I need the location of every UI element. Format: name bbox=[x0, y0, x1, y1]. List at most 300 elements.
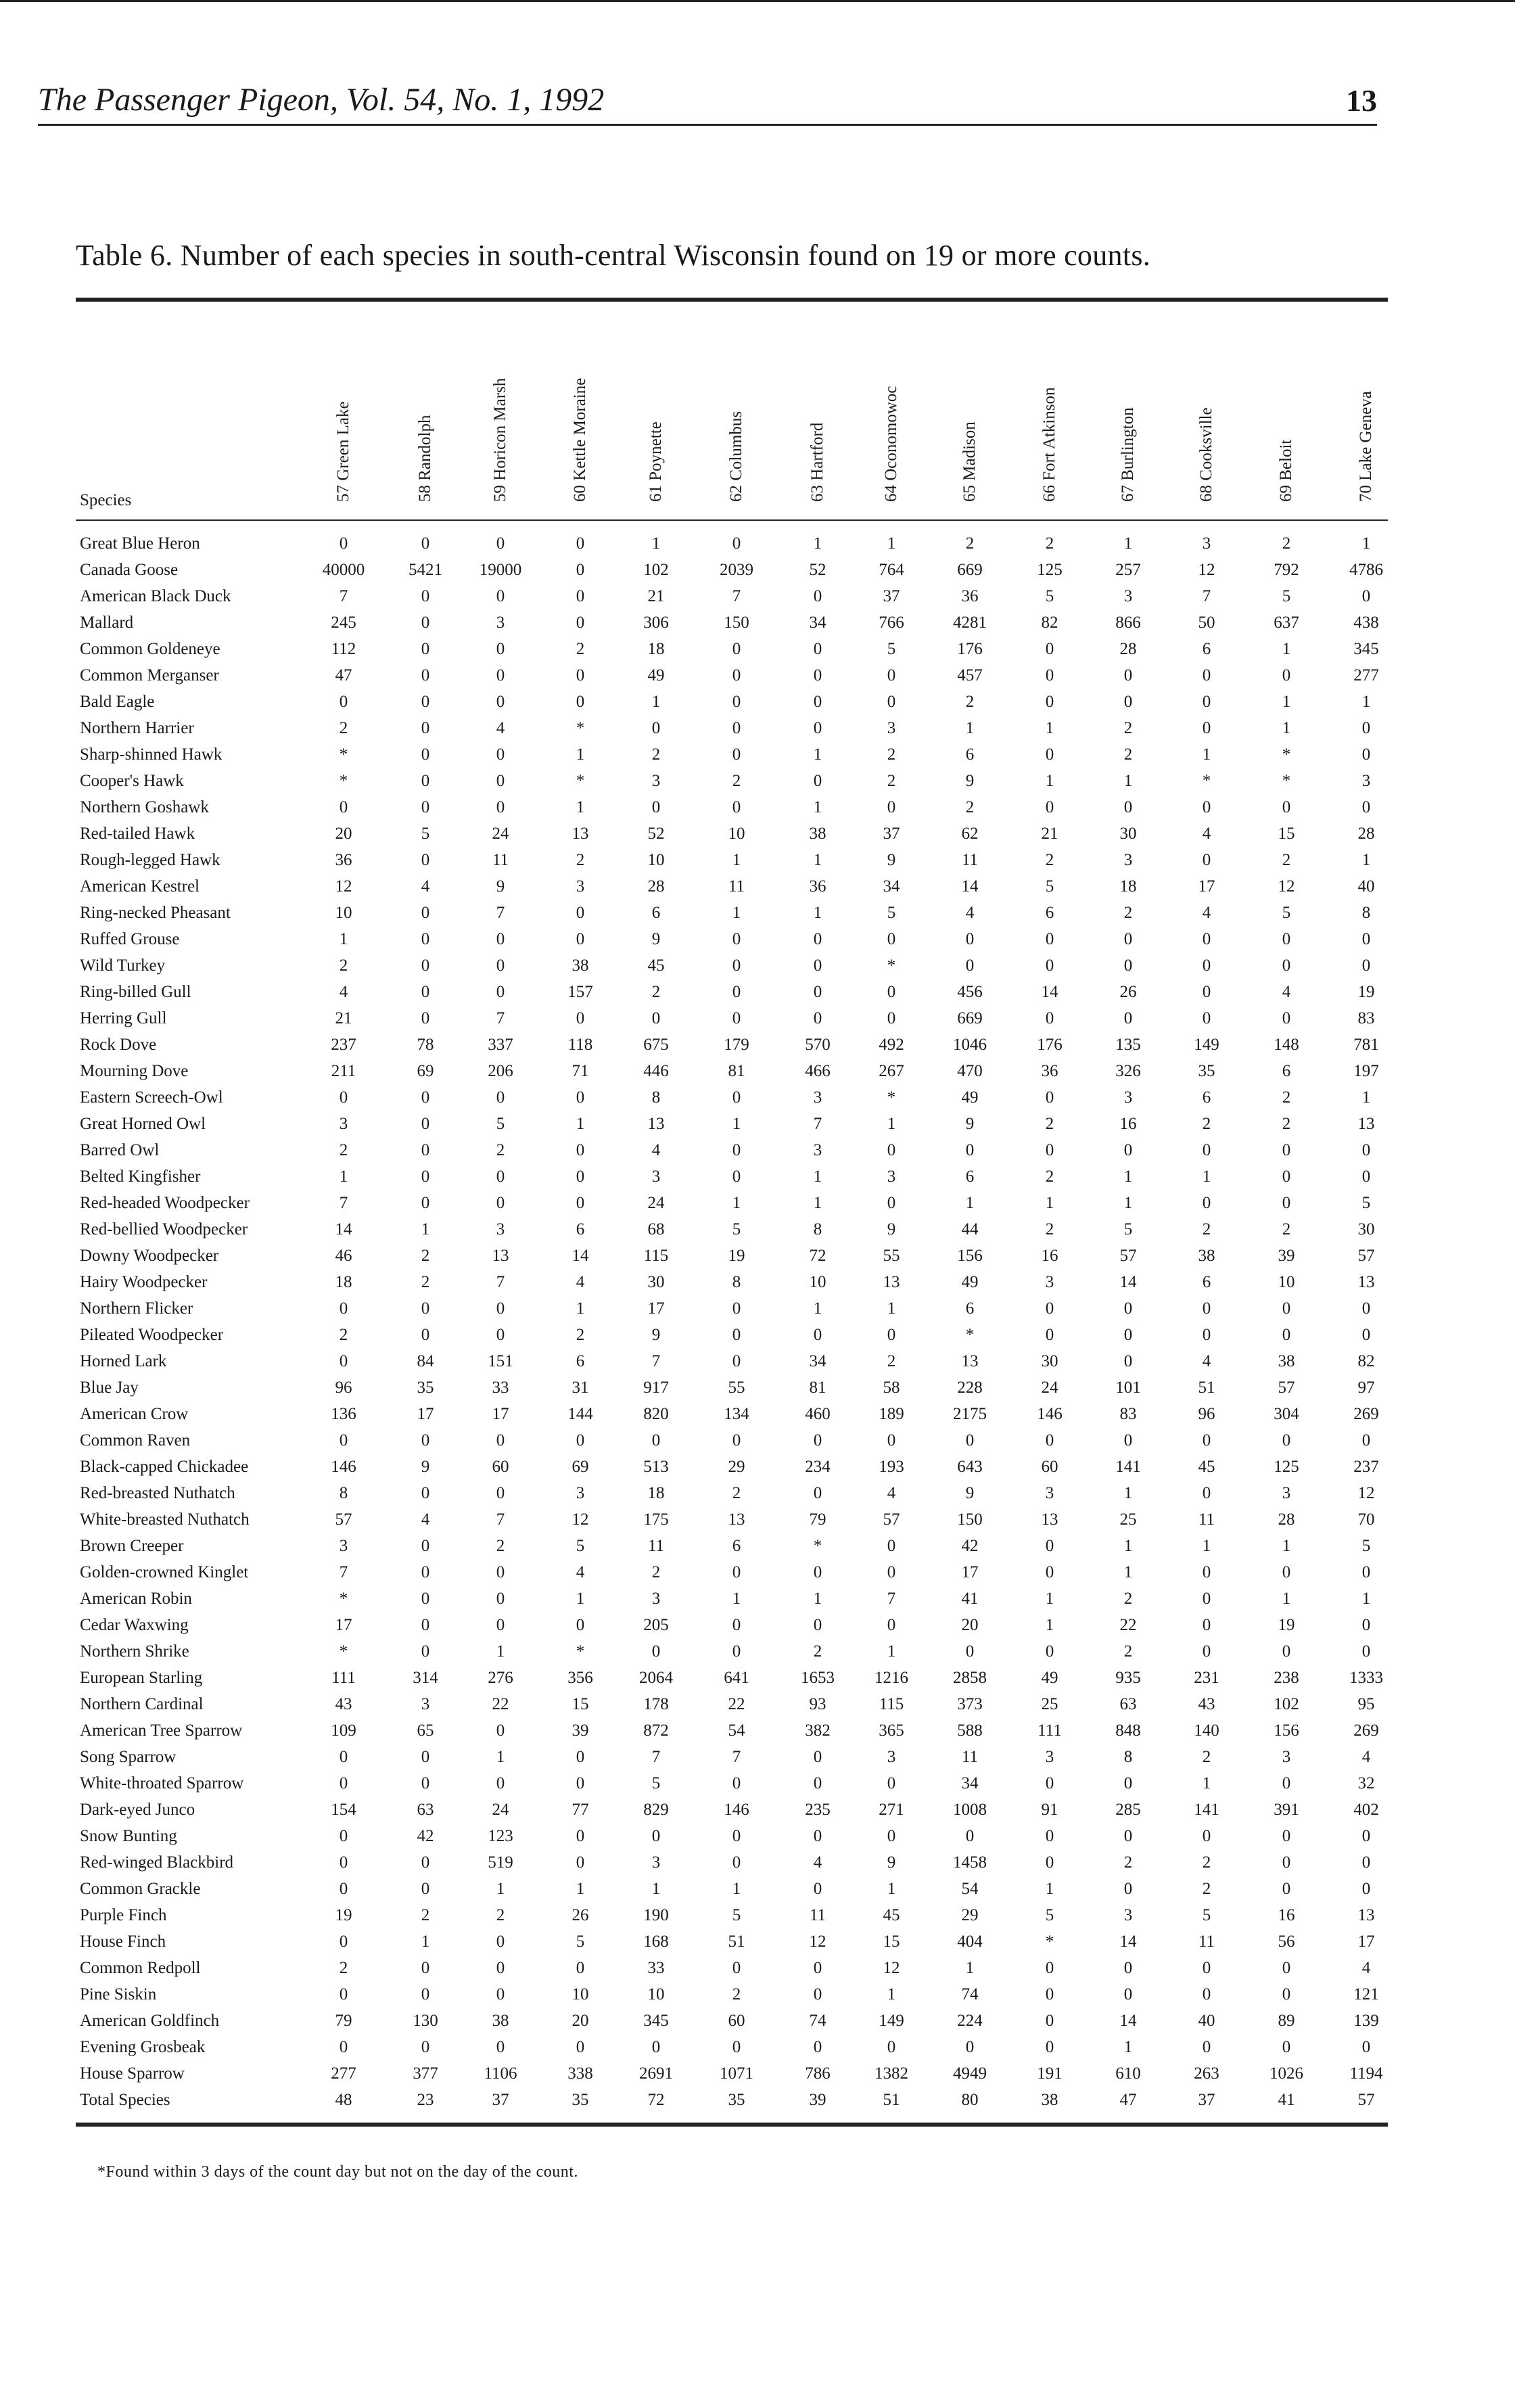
count-cell: 191 bbox=[1037, 2064, 1063, 2083]
count-cell: 39 bbox=[572, 1721, 589, 1740]
count-cell: 0 bbox=[1361, 1431, 1371, 1450]
count-cell: * bbox=[887, 1088, 896, 1107]
count-cell: 37 bbox=[1198, 2091, 1215, 2109]
species-name: Red-headed Woodpecker bbox=[80, 1194, 250, 1212]
count-cell: 2 bbox=[1282, 1088, 1291, 1107]
count-cell: 0 bbox=[576, 1616, 585, 1634]
table-row bbox=[76, 1876, 1388, 1902]
count-cell: 97 bbox=[1357, 1379, 1375, 1397]
count-cell: 0 bbox=[496, 930, 505, 948]
count-cell: 10 bbox=[335, 904, 352, 922]
count-cell: 0 bbox=[813, 1616, 822, 1634]
count-cell: 18 bbox=[647, 640, 665, 658]
count-cell: 2 bbox=[1282, 851, 1291, 869]
count-cell: 60 bbox=[728, 2012, 745, 2030]
count-cell: 54 bbox=[961, 1880, 979, 1898]
count-cell: 13 bbox=[1357, 1273, 1375, 1291]
count-cell: 866 bbox=[1115, 613, 1141, 632]
count-cell: 15 bbox=[883, 1932, 900, 1951]
count-cell: 792 bbox=[1274, 561, 1299, 579]
species-name: Mallard bbox=[80, 613, 134, 632]
count-cell: 0 bbox=[421, 1563, 430, 1581]
count-cell: 1 bbox=[1045, 719, 1054, 737]
count-cell: 0 bbox=[887, 798, 896, 816]
count-cell: 3 bbox=[496, 613, 505, 632]
count-cell: 9 bbox=[965, 1115, 975, 1133]
count-cell: 0 bbox=[576, 1141, 585, 1159]
count-cell: 0 bbox=[1282, 1827, 1291, 1845]
count-cell: 57 bbox=[1357, 2091, 1375, 2109]
count-cell: 5 bbox=[1045, 877, 1054, 896]
count-cell: 72 bbox=[809, 1247, 826, 1265]
count-cell: 0 bbox=[339, 1352, 348, 1370]
count-cell: 0 bbox=[339, 1932, 348, 1951]
count-cell: 93 bbox=[809, 1695, 826, 1713]
species-name: American Goldfinch bbox=[80, 2012, 220, 2030]
species-name: American Black Duck bbox=[80, 587, 231, 605]
count-cell: 49 bbox=[961, 1273, 979, 1291]
count-cell: 0 bbox=[813, 666, 822, 685]
column-header-label: 60 Kettle Moraine bbox=[571, 377, 589, 502]
count-cell: 89 bbox=[1278, 2012, 1295, 2030]
count-cell: 1 bbox=[651, 534, 661, 553]
count-cell: 38 bbox=[492, 2012, 509, 2030]
count-cell: 11 bbox=[961, 1748, 979, 1766]
count-cell: 2 bbox=[1123, 904, 1133, 922]
count-cell: 0 bbox=[496, 1985, 505, 2004]
count-cell: 3 bbox=[1123, 1906, 1133, 1924]
running-head bbox=[38, 81, 1377, 126]
count-cell: 0 bbox=[1361, 719, 1371, 737]
count-cell: 30 bbox=[1041, 1352, 1058, 1370]
count-cell: 5 bbox=[1361, 1194, 1371, 1212]
count-cell: 0 bbox=[813, 772, 822, 790]
table-row bbox=[76, 1823, 1388, 1849]
count-cell: 0 bbox=[887, 1194, 896, 1212]
count-cell: 0 bbox=[496, 1616, 505, 1634]
count-cell: 0 bbox=[1202, 1431, 1211, 1450]
count-cell: 0 bbox=[1202, 1616, 1211, 1634]
count-cell: 588 bbox=[957, 1721, 983, 1740]
species-name: Northern Harrier bbox=[80, 719, 194, 737]
count-cell: 1 bbox=[576, 798, 585, 816]
count-cell: 13 bbox=[647, 1115, 665, 1133]
count-cell: 1216 bbox=[875, 1669, 908, 1687]
column-header-label: 59 Horicon Marsh bbox=[491, 377, 509, 502]
count-cell: 82 bbox=[1041, 613, 1058, 632]
count-cell: 0 bbox=[576, 561, 585, 579]
count-cell: 5 bbox=[732, 1220, 741, 1238]
count-cell: 0 bbox=[732, 1088, 741, 1107]
count-cell: 9 bbox=[887, 1220, 896, 1238]
count-cell: 1 bbox=[813, 1167, 822, 1186]
count-cell: 0 bbox=[1045, 1853, 1054, 1872]
table-row bbox=[76, 768, 1388, 794]
count-cell: 237 bbox=[1353, 1458, 1379, 1476]
count-cell: 4 bbox=[576, 1563, 585, 1581]
count-cell: 0 bbox=[421, 693, 430, 711]
count-cell: 47 bbox=[335, 666, 352, 685]
count-cell: 2 bbox=[965, 798, 975, 816]
count-cell: 2 bbox=[576, 640, 585, 658]
count-cell: 0 bbox=[1045, 1563, 1054, 1581]
count-cell: 79 bbox=[335, 2012, 352, 2030]
count-cell: 54 bbox=[728, 1721, 745, 1740]
count-cell: 14 bbox=[572, 1247, 589, 1265]
page-number: 13 bbox=[1346, 83, 1377, 118]
count-cell: 872 bbox=[643, 1721, 669, 1740]
count-cell: 0 bbox=[421, 1853, 430, 1872]
count-cell: 829 bbox=[643, 1801, 669, 1819]
count-cell: 0 bbox=[576, 613, 585, 632]
count-cell: 125 bbox=[1274, 1458, 1299, 1476]
count-cell: 2 bbox=[496, 1906, 505, 1924]
count-cell: 83 bbox=[1119, 1405, 1137, 1423]
count-cell: 0 bbox=[339, 534, 348, 553]
count-cell: 3 bbox=[887, 1167, 896, 1186]
count-cell: 404 bbox=[957, 1932, 983, 1951]
count-cell: 382 bbox=[805, 1721, 831, 1740]
species-name: Sharp-shinned Hawk bbox=[80, 745, 223, 764]
count-cell: 71 bbox=[572, 1062, 589, 1080]
count-cell: 0 bbox=[887, 1431, 896, 1450]
count-cell: 22 bbox=[728, 1695, 745, 1713]
count-cell: 29 bbox=[728, 1458, 745, 1476]
header-rule bbox=[76, 519, 1388, 521]
count-cell: 146 bbox=[724, 1801, 749, 1819]
count-cell: 9 bbox=[965, 1484, 975, 1502]
count-cell: 13 bbox=[492, 1247, 509, 1265]
count-cell: 157 bbox=[567, 983, 593, 1001]
count-cell: * bbox=[339, 1590, 348, 1608]
count-cell: 144 bbox=[567, 1405, 593, 1423]
count-cell: 1 bbox=[1282, 1537, 1291, 1555]
count-cell: 2 bbox=[965, 534, 975, 553]
count-cell: 848 bbox=[1115, 1721, 1141, 1740]
count-cell: 17 bbox=[1357, 1932, 1375, 1951]
count-cell: 24 bbox=[647, 1194, 665, 1212]
table-row bbox=[76, 820, 1388, 847]
count-cell: 0 bbox=[1282, 1774, 1291, 1792]
count-cell: 0 bbox=[813, 930, 822, 948]
count-cell: 1 bbox=[887, 534, 896, 553]
count-cell: 0 bbox=[1045, 1774, 1054, 1792]
count-cell: 3 bbox=[1123, 587, 1133, 605]
count-cell: 8 bbox=[1123, 1748, 1133, 1766]
count-cell: 28 bbox=[1119, 640, 1137, 658]
table-row bbox=[76, 1190, 1388, 1216]
count-cell: 3 bbox=[651, 772, 661, 790]
count-cell: * bbox=[339, 1642, 348, 1661]
count-cell: 141 bbox=[1194, 1801, 1219, 1819]
count-cell: 2 bbox=[1202, 1220, 1211, 1238]
count-cell: 141 bbox=[1115, 1458, 1141, 1476]
count-cell: 8 bbox=[1361, 904, 1371, 922]
count-cell: 57 bbox=[1119, 1247, 1137, 1265]
table-row bbox=[76, 1691, 1388, 1717]
count-cell: 24 bbox=[1041, 1379, 1058, 1397]
table-row bbox=[76, 689, 1388, 715]
count-cell: 40 bbox=[1198, 2012, 1215, 2030]
count-cell: 14 bbox=[1041, 983, 1058, 1001]
count-cell: 0 bbox=[1282, 1563, 1291, 1581]
count-cell: 14 bbox=[1119, 1273, 1137, 1291]
count-cell: 4 bbox=[421, 1510, 430, 1529]
count-cell: 0 bbox=[576, 930, 585, 948]
count-cell: 6 bbox=[576, 1220, 585, 1238]
count-cell: 0 bbox=[965, 2038, 975, 2056]
count-cell: 11 bbox=[647, 1537, 665, 1555]
count-cell: 0 bbox=[421, 904, 430, 922]
table-row bbox=[76, 530, 1388, 557]
count-cell: 17 bbox=[492, 1405, 509, 1423]
species-name: Hairy Woodpecker bbox=[80, 1273, 208, 1291]
count-cell: 1 bbox=[339, 1167, 348, 1186]
count-cell: 4 bbox=[887, 1484, 896, 1502]
count-cell: 276 bbox=[488, 1669, 513, 1687]
count-cell: 176 bbox=[957, 640, 983, 658]
count-cell: 12 bbox=[1357, 1484, 1375, 1502]
count-cell: 0 bbox=[1045, 1959, 1054, 1977]
count-cell: 21 bbox=[335, 1009, 352, 1027]
count-cell: 2 bbox=[1045, 851, 1054, 869]
count-cell: 1 bbox=[1282, 640, 1291, 658]
count-cell: 0 bbox=[1045, 1827, 1054, 1845]
count-cell: 0 bbox=[732, 719, 741, 737]
count-cell: 148 bbox=[1274, 1036, 1299, 1054]
table-row bbox=[76, 1084, 1388, 1111]
count-cell: 7 bbox=[651, 1352, 661, 1370]
count-cell: 0 bbox=[421, 983, 430, 1001]
count-cell: 1 bbox=[496, 1748, 505, 1766]
count-cell: 58 bbox=[883, 1379, 900, 1397]
count-cell: 3 bbox=[1361, 772, 1371, 790]
count-cell: 0 bbox=[1282, 1853, 1291, 1872]
count-cell: 0 bbox=[496, 1167, 505, 1186]
count-cell: * bbox=[576, 719, 585, 737]
column-header-label: 66 Fort Atkinson bbox=[1040, 387, 1058, 502]
count-cell: 30 bbox=[1357, 1220, 1375, 1238]
count-cell: 0 bbox=[813, 1774, 822, 1792]
count-cell: 1 bbox=[732, 1194, 741, 1212]
count-cell: 57 bbox=[1278, 1379, 1295, 1397]
count-cell: 0 bbox=[887, 1009, 896, 1027]
count-cell: 0 bbox=[887, 666, 896, 685]
count-cell: 0 bbox=[1282, 1326, 1291, 1344]
count-cell: 9 bbox=[421, 1458, 430, 1476]
count-cell: 0 bbox=[496, 2038, 505, 2056]
species-name: Downy Woodpecker bbox=[80, 1247, 219, 1265]
count-cell: 0 bbox=[651, 1431, 661, 1450]
count-cell: 3 bbox=[651, 1167, 661, 1186]
count-cell: 0 bbox=[496, 1299, 505, 1318]
column-header-label: 62 Columbus bbox=[727, 411, 745, 502]
count-cell: 373 bbox=[957, 1695, 983, 1713]
count-cell: 36 bbox=[335, 851, 352, 869]
count-cell: 637 bbox=[1274, 613, 1299, 632]
count-cell: 0 bbox=[421, 1299, 430, 1318]
table-row bbox=[76, 1928, 1388, 1955]
count-cell: 2 bbox=[576, 851, 585, 869]
count-cell: 0 bbox=[1045, 1088, 1054, 1107]
count-cell: 0 bbox=[576, 2038, 585, 2056]
count-cell: 0 bbox=[421, 1880, 430, 1898]
count-cell: 70 bbox=[1357, 1510, 1375, 1529]
species-name: Common Redpoll bbox=[80, 1959, 201, 1977]
count-cell: 1 bbox=[496, 1642, 505, 1661]
count-cell: 68 bbox=[647, 1220, 665, 1238]
count-cell: 1333 bbox=[1349, 1669, 1383, 1687]
species-name: Golden-crowned Kinglet bbox=[80, 1563, 249, 1581]
count-cell: 1382 bbox=[875, 2064, 908, 2083]
count-cell: 5 bbox=[1202, 1906, 1211, 1924]
count-cell: 0 bbox=[1045, 1431, 1054, 1450]
count-cell: 0 bbox=[732, 798, 741, 816]
count-cell: 2 bbox=[496, 1537, 505, 1555]
count-cell: 150 bbox=[724, 613, 749, 632]
count-cell: 2 bbox=[965, 693, 975, 711]
count-cell: 0 bbox=[421, 534, 430, 553]
count-cell: 1 bbox=[813, 851, 822, 869]
count-cell: 43 bbox=[335, 1695, 352, 1713]
species-name: Rough-legged Hawk bbox=[80, 851, 220, 869]
count-cell: 492 bbox=[879, 1036, 904, 1054]
count-cell: 35 bbox=[417, 1379, 434, 1397]
count-cell: 0 bbox=[496, 587, 505, 605]
count-cell: 19 bbox=[1357, 983, 1375, 1001]
count-cell: 2691 bbox=[639, 2064, 673, 2083]
species-name: Great Horned Owl bbox=[80, 1115, 206, 1133]
count-cell: 0 bbox=[732, 956, 741, 975]
count-cell: 17 bbox=[1198, 877, 1215, 896]
count-cell: 0 bbox=[496, 1088, 505, 1107]
count-cell: 1 bbox=[1202, 1167, 1211, 1186]
count-cell: 1 bbox=[1123, 772, 1133, 790]
count-cell: 235 bbox=[805, 1801, 831, 1819]
count-cell: 0 bbox=[496, 1959, 505, 1977]
count-cell: 438 bbox=[1353, 613, 1379, 632]
count-cell: 0 bbox=[496, 1590, 505, 1608]
count-cell: 2 bbox=[421, 1247, 430, 1265]
count-cell: 2 bbox=[887, 1352, 896, 1370]
count-cell: 0 bbox=[732, 1431, 741, 1450]
count-cell: 0 bbox=[732, 1563, 741, 1581]
top-border bbox=[0, 0, 1515, 2]
count-cell: 0 bbox=[339, 2038, 348, 2056]
count-cell: 0 bbox=[813, 1748, 822, 1766]
count-cell: 0 bbox=[887, 2038, 896, 2056]
count-cell: 1 bbox=[813, 1194, 822, 1212]
count-cell: 0 bbox=[965, 956, 975, 975]
species-name: Pine Siskin bbox=[80, 1985, 157, 2004]
count-cell: 22 bbox=[492, 1695, 509, 1713]
count-cell: 669 bbox=[957, 1009, 983, 1027]
count-cell: 14 bbox=[1119, 1932, 1137, 1951]
count-cell: 675 bbox=[643, 1036, 669, 1054]
count-cell: 40 bbox=[1357, 877, 1375, 896]
species-name: White-throated Sparrow bbox=[80, 1774, 244, 1792]
count-cell: 277 bbox=[1353, 666, 1379, 685]
count-cell: 6 bbox=[651, 904, 661, 922]
table-row bbox=[76, 2060, 1388, 2087]
count-cell: 0 bbox=[1282, 956, 1291, 975]
count-cell: 28 bbox=[1278, 1510, 1295, 1529]
species-column-header: Species bbox=[80, 491, 132, 509]
table-row bbox=[76, 979, 1388, 1005]
count-cell: 17 bbox=[335, 1616, 352, 1634]
count-cell: 7 bbox=[339, 1194, 348, 1212]
count-cell: 2 bbox=[421, 1273, 430, 1291]
count-cell: 9 bbox=[496, 877, 505, 896]
count-cell: 33 bbox=[492, 1379, 509, 1397]
count-cell: 0 bbox=[813, 1827, 822, 1845]
count-cell: 2 bbox=[1202, 1880, 1211, 1898]
count-cell: 0 bbox=[496, 534, 505, 553]
count-cell: 1 bbox=[1361, 851, 1371, 869]
count-cell: 0 bbox=[1202, 1959, 1211, 1977]
count-cell: 156 bbox=[957, 1247, 983, 1265]
count-cell: 0 bbox=[1123, 798, 1133, 816]
count-cell: 57 bbox=[1357, 1247, 1375, 1265]
count-cell: 0 bbox=[1282, 1985, 1291, 2004]
count-cell: 0 bbox=[1045, 930, 1054, 948]
count-cell: 0 bbox=[339, 1853, 348, 1872]
count-cell: 2858 bbox=[953, 1669, 987, 1687]
count-cell: 12 bbox=[809, 1932, 826, 1951]
count-cell: 470 bbox=[957, 1062, 983, 1080]
count-cell: 38 bbox=[809, 825, 826, 843]
count-cell: 3 bbox=[576, 877, 585, 896]
count-cell: 0 bbox=[965, 1642, 975, 1661]
count-cell: 0 bbox=[1045, 666, 1054, 685]
count-cell: 0 bbox=[1202, 1194, 1211, 1212]
count-cell: 34 bbox=[961, 1774, 979, 1792]
table-header bbox=[76, 352, 1388, 514]
count-cell: * bbox=[887, 956, 896, 975]
count-cell: 0 bbox=[339, 1827, 348, 1845]
count-cell: 0 bbox=[1361, 1326, 1371, 1344]
count-cell: 1 bbox=[1361, 693, 1371, 711]
count-cell: 5 bbox=[887, 904, 896, 922]
count-cell: 326 bbox=[1115, 1062, 1141, 1080]
count-cell: 1 bbox=[965, 1959, 975, 1977]
count-cell: 0 bbox=[651, 798, 661, 816]
count-cell: 11 bbox=[1198, 1510, 1215, 1529]
count-cell: 38 bbox=[1198, 1247, 1215, 1265]
count-cell: 2 bbox=[1045, 534, 1054, 553]
count-cell: 2 bbox=[1045, 1167, 1054, 1186]
count-cell: 0 bbox=[651, 1642, 661, 1661]
count-cell: 0 bbox=[813, 1431, 822, 1450]
count-cell: 0 bbox=[965, 930, 975, 948]
count-cell: 8 bbox=[732, 1273, 741, 1291]
table-row bbox=[76, 2008, 1388, 2034]
count-cell: 0 bbox=[496, 640, 505, 658]
count-cell: 2 bbox=[1282, 1220, 1291, 1238]
count-cell: 111 bbox=[331, 1669, 356, 1687]
count-cell: 0 bbox=[1361, 930, 1371, 948]
count-cell: 0 bbox=[339, 1774, 348, 1792]
count-cell: 20 bbox=[572, 2012, 589, 2030]
count-cell: 35 bbox=[728, 2091, 745, 2109]
count-cell: 23 bbox=[417, 2091, 434, 2109]
table-row bbox=[76, 1216, 1388, 1243]
count-cell: 7 bbox=[732, 587, 741, 605]
count-cell: 5 bbox=[651, 1774, 661, 1792]
species-name: Red-winged Blackbird bbox=[80, 1853, 234, 1872]
count-cell: 0 bbox=[1361, 1616, 1371, 1634]
species-name: Cooper's Hawk bbox=[80, 772, 184, 790]
